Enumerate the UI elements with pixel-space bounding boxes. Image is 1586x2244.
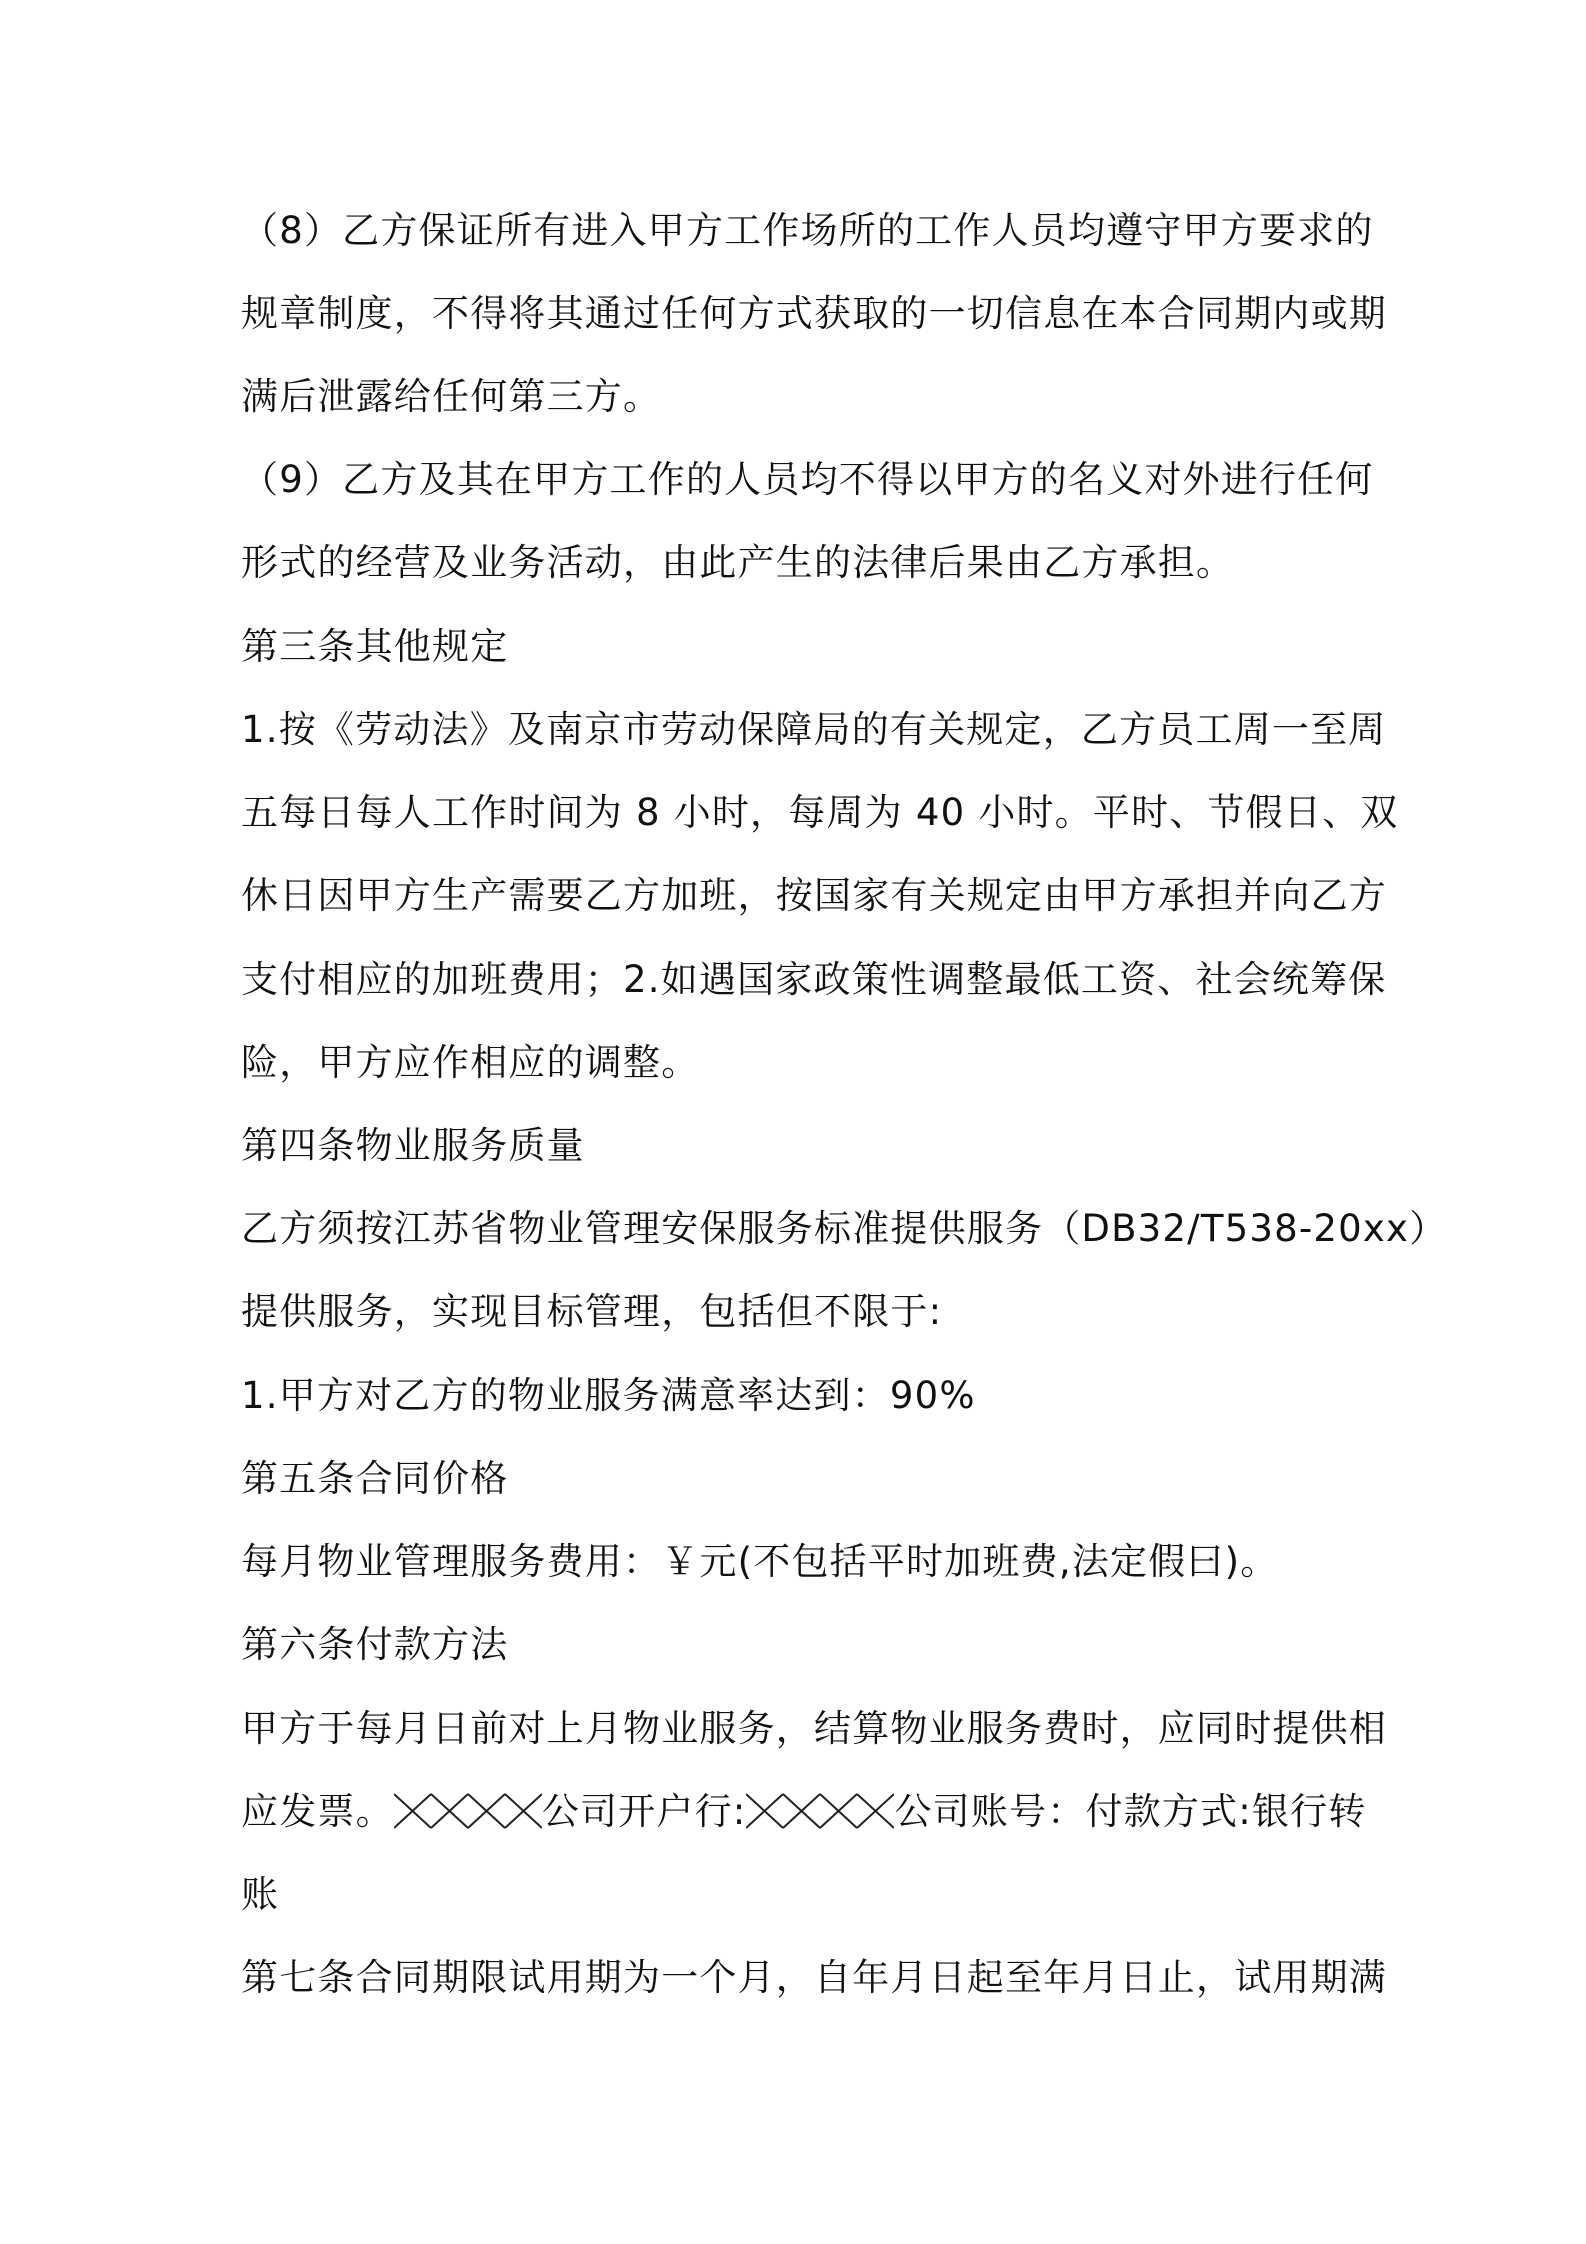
clause-9-line-2: 形式的经营及业务活动，由此产生的法律后果由乙方承担。 [241, 541, 1235, 584]
article-4-line-1: 乙方须按江苏省物业管理安保服务标准提供服务（DB32/T538-20xx） [241, 1207, 1448, 1250]
article-4-line-2: 提供服务，实现目标管理，包括但不限于: [241, 1290, 943, 1333]
article-5-heading: 第五条合同价格 [241, 1457, 509, 1500]
article-6-line-1: 甲方于每月日前对上月物业服务，结算物业服务费时，应同时提供相 [241, 1707, 1387, 1750]
article-3-heading: 第三条其他规定 [241, 625, 509, 668]
article-4-heading: 第四条物业服务质量 [241, 1124, 585, 1167]
article-3-line-4: 支付相应的加班费用；2.如遇国家政策性调整最低工资、社会统筹保 [241, 958, 1387, 1001]
article-7-line-1: 第七条合同期限试用期为一个月，自年月日起至年月日止，试用期满 [241, 1956, 1387, 1999]
article-5-line-1: 每月物业管理服务费用：￥元(不包括平时加班费,法定假曰)。 [241, 1540, 1279, 1583]
article-6-line-2 [241, 1787, 1367, 1837]
article-4-line-3: 1.甲方对乙方的物业服务满意率达到：90% [241, 1374, 976, 1417]
article-3-line-1: 1.按《劳动法》及南京市劳动保障局的有关规定，乙方员工周一至周 [241, 708, 1387, 751]
payment-text-1: 应发票。 [241, 1790, 394, 1833]
article-3-line-5: 险，甲方应作相应的调整。 [241, 1041, 700, 1084]
payment-text-2: 公司开户行: [541, 1790, 747, 1833]
redaction-mark [746, 1792, 894, 1830]
clause-8-line-2: 规章制度，不得将其通过任何方式获取的一切信息在本合同期内或期 [241, 292, 1387, 335]
clause-9-line-1: （9）乙方及其在甲方工作的人员均不得以甲方的名义对外进行任何 [241, 458, 1374, 501]
clause-8-line-3: 满后泄露给任何第三方。 [241, 375, 662, 418]
article-3-line-2: 五每日每人工作时间为 8 小时，每周为 40 小时。平时、节假日、双 [241, 791, 1399, 834]
article-3-line-3: 休日因甲方生产需要乙方加班，按国家有关规定由甲方承担并向乙方 [241, 874, 1387, 917]
article-6-heading: 第六条付款方法 [241, 1623, 509, 1666]
clause-8-line-1: （8）乙方保证所有进入甲方工作场所的工作人员均遵守甲方要求的 [241, 209, 1374, 252]
redaction-mark [394, 1792, 542, 1830]
article-6-line-3: 账 [241, 1873, 280, 1916]
payment-text-3: 公司账号：付款方式:银行转 [894, 1790, 1367, 1833]
